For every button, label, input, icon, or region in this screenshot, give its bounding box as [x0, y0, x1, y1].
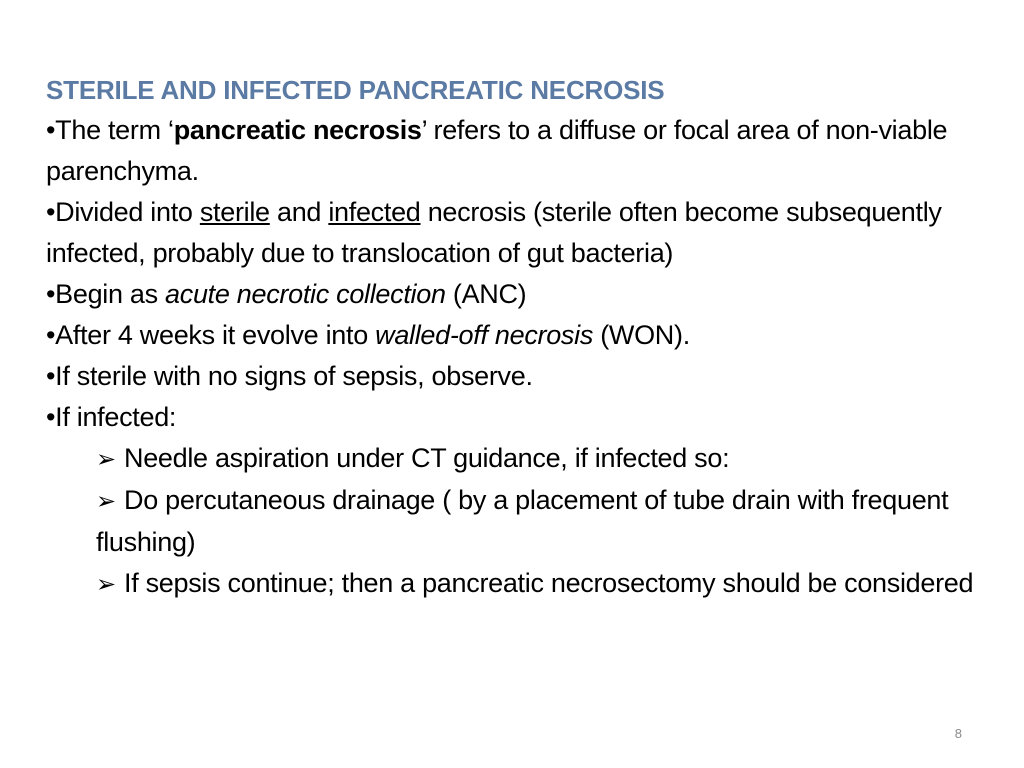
bullet-char: • [46, 361, 56, 391]
bullet-text-mid: and [269, 197, 329, 227]
sub-item-text: Needle aspiration under CT guidance, if infected so: [124, 443, 730, 473]
bullet-text-pre: Begin as [55, 279, 166, 309]
bullet-item-5 [46, 356, 1006, 397]
italic-term: walled-off necrosis [375, 320, 594, 350]
bullet-char: • [46, 115, 56, 145]
bullet-item-2 [46, 192, 1006, 274]
bullet-text-pre: After 4 weeks it evolve into [55, 320, 376, 350]
sub-item-3 [96, 563, 1006, 605]
bullet-item-3 [46, 274, 1006, 315]
arrow-bullet-icon: ➢ [96, 571, 116, 598]
bullet-text: If sterile with no signs of sepsis, observe. [55, 361, 533, 391]
bullet-text: If infected: [55, 402, 177, 432]
arrow-bullet-icon: ➢ [96, 446, 116, 473]
bullet-text-post: (ANC) [445, 279, 527, 309]
arrow-bullet-icon: ➢ [96, 488, 116, 515]
slide-content [46, 72, 1006, 605]
italic-term: acute necrotic collection [165, 279, 446, 309]
slide-title: STERILE AND INFECTED PANCREATIC NECROSIS [46, 75, 665, 105]
sub-item-text: If sepsis continue; then a pancreatic necrosectomy should be considered [124, 568, 974, 598]
bullet-text-post: necrosis (sterile often become subsequently infected, probably due to translocation of gut bacteria) [46, 197, 942, 268]
underlined-term-sterile: sterile [199, 197, 270, 227]
bullet-text-pre: Divided into [55, 197, 200, 227]
bullet-item-6 [46, 397, 1006, 438]
bullet-text-pre: The term ‘ [55, 115, 174, 145]
page-number: 8 [954, 726, 962, 741]
bullet-text-post: (WON). [593, 320, 690, 350]
sub-item-text: Do percutaneous drainage ( by a placement of tube drain with frequent flushing) [96, 485, 949, 557]
sub-item-2 [96, 480, 1006, 563]
bullet-char: • [46, 402, 56, 432]
sub-item-1 [96, 438, 1006, 480]
bullet-text-post: ’ refers to a diffuse or focal area of non-viable parenchyma. [46, 115, 948, 186]
bullet-char: • [46, 279, 56, 309]
bullet-item-1 [46, 110, 1006, 192]
underlined-term-infected: infected [328, 197, 421, 227]
bold-term: pancreatic necrosis [173, 115, 422, 145]
bullet-item-4 [46, 315, 1006, 356]
bullet-char: • [46, 320, 56, 350]
bullet-char: • [46, 197, 56, 227]
